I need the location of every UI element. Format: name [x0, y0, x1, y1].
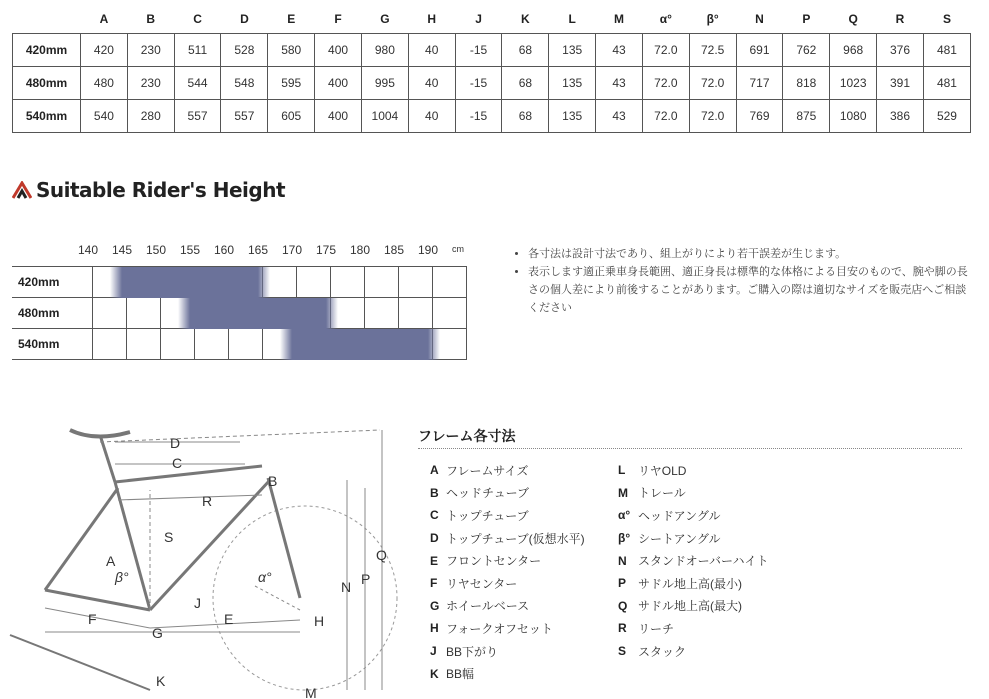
grid-cell [433, 267, 467, 298]
header-cell: S [942, 11, 951, 26]
height-range-bar [280, 329, 440, 360]
value-cell: 68 [502, 67, 549, 100]
legend-divider [418, 448, 962, 449]
height-range-bar [178, 298, 338, 329]
legend-item [618, 527, 768, 550]
header-cell: P [802, 11, 811, 26]
geometry-header-row [13, 4, 971, 34]
value-cell: 691 [736, 34, 783, 67]
legend-label: リヤOLD [638, 463, 687, 478]
legend-key: E [430, 553, 439, 568]
value-cell: 1004 [361, 100, 408, 133]
value-cell: 43 [596, 34, 643, 67]
legend-label: サドル地上高(最大) [638, 599, 742, 614]
tick-label: 140 [77, 243, 99, 257]
value-cell: 480 [81, 67, 128, 100]
tick-label: 175 [315, 243, 337, 257]
diagram-label-R: R [202, 493, 213, 509]
diagram-label-P: P [361, 571, 371, 587]
value-cell: 995 [361, 67, 408, 100]
legend-item [430, 504, 585, 527]
legend-key: F [430, 576, 438, 591]
legend-key: K [430, 666, 439, 681]
legend-item [618, 504, 768, 527]
grid-cell [365, 267, 399, 298]
header-cell: Q [848, 11, 858, 26]
value-cell: 400 [315, 100, 362, 133]
legend-key: Q [618, 598, 628, 613]
value-cell: 557 [174, 100, 221, 133]
header-cell: J [475, 11, 482, 26]
size-cell: 420mm [12, 267, 93, 298]
header-cell: α° [659, 11, 672, 26]
tick-label: 155 [179, 243, 201, 257]
value-cell: 481 [923, 67, 970, 100]
legend-key: A [430, 463, 439, 478]
legend-label: フロントセンター [446, 554, 542, 569]
value-cell: 481 [923, 34, 970, 67]
diagram-label-F: F [88, 611, 97, 627]
value-cell: 400 [315, 34, 362, 67]
rider-height-heading [12, 178, 285, 202]
note-item: • 各寸法は設計寸法であり、組上がりにより若干誤差が生じます。 [528, 245, 968, 263]
grid-cell [127, 298, 161, 329]
diagram-label-B: B [268, 473, 278, 489]
tick-label: 165 [247, 243, 269, 257]
brand-chevron-icon [12, 181, 32, 199]
value-cell: 40 [408, 67, 455, 100]
legend-label: ヘッドチューブ [446, 486, 530, 501]
legend-right-column [618, 459, 768, 662]
size-cell: 420mm [13, 34, 81, 67]
value-cell: 280 [127, 100, 174, 133]
value-cell: -15 [455, 100, 502, 133]
frame-top-tube [115, 466, 262, 482]
diagram-label-G: G [152, 625, 163, 641]
tick-label: 170 [281, 243, 303, 257]
value-cell: 529 [923, 100, 970, 133]
legend-key: B [430, 485, 439, 500]
legend-key: G [430, 598, 440, 613]
legend-key: R [618, 621, 627, 636]
legend-label: フォークオフセット [446, 621, 553, 636]
legend-key: L [618, 463, 626, 478]
diagram-label-K: K [156, 673, 166, 689]
rider-height-title: Suitable Rider's Height [36, 178, 286, 202]
geometry-table [12, 4, 971, 133]
legend-label: リーチ [638, 621, 675, 636]
value-cell: 135 [549, 34, 596, 67]
value-cell: 230 [127, 34, 174, 67]
frame-seatstay [45, 488, 118, 590]
value-cell: 980 [361, 34, 408, 67]
value-cell: 230 [127, 67, 174, 100]
legend-item [430, 527, 585, 550]
value-cell: 40 [408, 100, 455, 133]
tick-label: 145 [111, 243, 133, 257]
value-cell: 386 [877, 100, 924, 133]
legend-key: J [430, 644, 437, 659]
legend-item [430, 617, 585, 640]
grid-cell [331, 267, 365, 298]
legend-item [430, 459, 585, 482]
grid-cell [399, 298, 433, 329]
header-cell: E [287, 11, 296, 26]
value-cell: 717 [736, 67, 783, 100]
header-cell: F [334, 11, 342, 26]
value-cell: 548 [221, 67, 268, 100]
legend-key: D [430, 531, 439, 546]
header-size [13, 4, 81, 34]
legend-label: ホイールベース [446, 599, 530, 614]
grid-cell [229, 329, 263, 360]
size-cell: 480mm [12, 298, 93, 329]
value-cell: 762 [783, 34, 830, 67]
value-cell: 391 [877, 67, 924, 100]
legend-label: トップチューブ(仮想水平) [446, 531, 585, 546]
tick-label: 185 [383, 243, 405, 257]
diagram-label-J: J [194, 595, 201, 611]
value-cell: 68 [502, 34, 549, 67]
grid-cell [399, 267, 433, 298]
height-range-bar [110, 267, 270, 298]
legend-label: シートアングル [638, 531, 721, 546]
legend-key: α° [618, 508, 631, 523]
value-cell: -15 [455, 34, 502, 67]
value-cell: 43 [596, 67, 643, 100]
frame-legend-title: フレーム各寸法 [418, 428, 516, 444]
header-cell: H [427, 11, 437, 26]
diagram-label-E: E [224, 611, 234, 627]
legend-label: フレームサイズ [446, 463, 529, 478]
value-cell: 1080 [830, 100, 877, 133]
value-cell: 135 [549, 67, 596, 100]
grid-cell [93, 329, 127, 360]
bike-geometry-diagram [0, 420, 410, 699]
diagram-label-N: N [341, 579, 352, 595]
grid-cell [297, 267, 331, 298]
diagram-label-S: S [164, 529, 174, 545]
size-cell: 480mm [13, 67, 81, 100]
value-cell: 72.0 [642, 34, 689, 67]
value-cell: 595 [268, 67, 315, 100]
legend-item [618, 617, 768, 640]
legend-label: リヤセンター [446, 576, 518, 591]
legend-key: N [618, 553, 627, 568]
legend-label: サドル地上高(最小) [638, 576, 742, 591]
value-cell: 72.0 [642, 100, 689, 133]
legend-item [618, 549, 768, 572]
size-cell: 540mm [13, 100, 81, 133]
diagram-label-A: A [106, 553, 116, 569]
legend-label: スタンドオーバーハイト [638, 554, 769, 569]
header-cell: K [521, 11, 530, 26]
diagram-label-alpha: α° [258, 569, 272, 585]
header-cell: L [568, 11, 576, 26]
legend-key: β° [618, 531, 631, 546]
diagram-label-M: M [305, 685, 317, 699]
legend-label: トレール [638, 486, 686, 501]
grid-cell [433, 298, 467, 329]
value-cell: 40 [408, 34, 455, 67]
tick-label: 180 [349, 243, 371, 257]
front-wheel [213, 506, 397, 690]
legend-label: スタック [638, 644, 687, 659]
legend-key: P [618, 576, 627, 591]
legend-label: BB幅 [446, 667, 475, 682]
value-cell: -15 [455, 67, 502, 100]
legend-item [618, 595, 768, 618]
tick-label: 160 [213, 243, 235, 257]
geometry-body [13, 34, 971, 133]
value-cell: 769 [736, 100, 783, 133]
value-cell: 557 [221, 100, 268, 133]
legend-item [618, 459, 768, 482]
diagram-label-Q: Q [376, 547, 387, 563]
value-cell: 875 [783, 100, 830, 133]
unit-label: cm [452, 244, 464, 254]
legend-label: BB下がり [446, 644, 499, 659]
legend-item [430, 482, 585, 505]
header-cell: β° [706, 11, 719, 26]
legend-item [618, 640, 768, 663]
grid-cell [93, 298, 127, 329]
legend-item [618, 482, 768, 505]
header-cell: M [614, 11, 625, 26]
geometry-row [13, 100, 971, 133]
value-cell: 72.5 [689, 34, 736, 67]
value-cell: 528 [221, 34, 268, 67]
value-cell: 540 [81, 100, 128, 133]
header-cell: N [755, 11, 764, 26]
size-cell: 540mm [12, 329, 93, 360]
legend-key: S [618, 644, 627, 659]
value-cell: 544 [174, 67, 221, 100]
value-cell: 968 [830, 34, 877, 67]
tick-label: 190 [417, 243, 439, 257]
value-cell: 72.0 [642, 67, 689, 100]
grid-cell [127, 329, 161, 360]
legend-item [430, 595, 585, 618]
header-cell: A [99, 11, 109, 26]
diagram-label-beta: β° [115, 569, 129, 585]
legend-left-column [430, 459, 585, 685]
diagram-label-H: H [314, 613, 325, 629]
legend-item [430, 572, 585, 595]
grid-cell [365, 298, 399, 329]
header-cell: C [193, 11, 202, 26]
value-cell: 605 [268, 100, 315, 133]
geometry-row [13, 34, 971, 67]
header-cell: R [895, 11, 905, 26]
saddle [70, 430, 130, 437]
legend-label: トップチューブ [446, 508, 529, 523]
header-cell: D [240, 11, 249, 26]
grid-cell [195, 329, 229, 360]
legend-key: H [430, 621, 439, 636]
legend-item [430, 640, 585, 663]
value-cell: 818 [783, 67, 830, 100]
notes-list [512, 245, 968, 317]
note-item: • 表示します適正乗車身長範囲、適正身長は標準的な体格による目安のもので、腕や脚の長さの個人差により前後することがあります。ご購入の際は適切なサイズを販売店へご相談ください [528, 263, 968, 317]
value-cell: 376 [877, 34, 924, 67]
frame-fork [268, 478, 300, 598]
geometry-row [13, 67, 971, 100]
header-cell: G [380, 11, 390, 26]
value-cell: 1023 [830, 67, 877, 100]
value-cell: 511 [174, 34, 221, 67]
frame-seat-tube [115, 482, 150, 610]
value-cell: 580 [268, 34, 315, 67]
grid-cell [161, 329, 195, 360]
tick-label: 150 [145, 243, 167, 257]
legend-key: C [430, 508, 439, 523]
frame-chainstay [45, 590, 150, 610]
value-cell: 72.0 [689, 67, 736, 100]
value-cell: 43 [596, 100, 643, 133]
value-cell: 420 [81, 34, 128, 67]
diagram-label-D: D [170, 435, 181, 451]
legend-item [430, 549, 585, 572]
value-cell: 400 [315, 67, 362, 100]
value-cell: 72.0 [689, 100, 736, 133]
header-cell: B [146, 11, 156, 26]
legend-item [618, 572, 768, 595]
value-cell: 135 [549, 100, 596, 133]
rider-height-axis [0, 243, 480, 259]
legend-item [430, 662, 585, 685]
diagram-label-C: C [172, 455, 183, 471]
value-cell: 68 [502, 100, 549, 133]
legend-label: ヘッドアングル [638, 508, 721, 523]
legend-key: M [618, 485, 628, 500]
